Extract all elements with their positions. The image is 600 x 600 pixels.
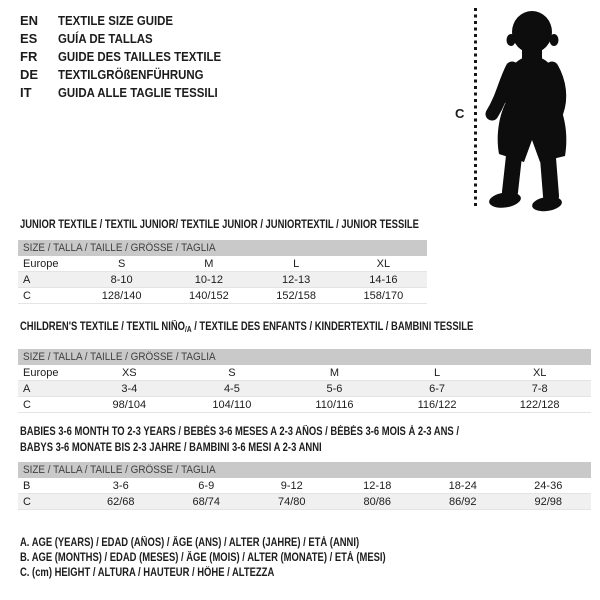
size-cell: L [434, 366, 441, 379]
language-code: DE [20, 66, 39, 82]
table-row [18, 365, 591, 381]
row-label: A [23, 273, 31, 286]
table-row [18, 494, 591, 510]
language-code: EN [20, 12, 39, 28]
height-cell: 62/68 [106, 495, 135, 508]
size-cell: M [204, 257, 214, 270]
row-label: C [23, 495, 31, 508]
height-cell: 86/92 [448, 495, 477, 508]
height-cell: 128/140 [101, 289, 142, 302]
age-cell: 8-10 [110, 273, 133, 286]
age-cell: 6-9 [198, 479, 215, 492]
language-title: GUÍA DE TALLAS [58, 30, 153, 46]
language-title: TEXTILGRÖßENFÜHRUNG [58, 66, 204, 82]
table-row [18, 256, 427, 272]
size-cell: XL [376, 257, 391, 270]
age-cell: 6-7 [429, 382, 446, 395]
junior-table-title: JUNIOR TEXTILE / TEXTIL JUNIOR/ TEXTILE JUNIOR / JUNIORTEXTIL / JUNIOR TESSILE [20, 219, 419, 231]
row-label: C [23, 289, 31, 302]
childrens-textile-section [18, 320, 591, 413]
age-cell: 3-4 [121, 382, 138, 395]
height-cell: 104/110 [212, 398, 252, 411]
language-title: GUIDE DES TAILLES TEXTILE [58, 48, 222, 64]
size-cell: M [329, 366, 340, 379]
babies-table-title-line2: BABYS 3-6 MONATE BIS 2-3 JAHRE / BAMBINI 3-6 MESI A 2-3 ANNI [20, 442, 322, 454]
language-row-fr [20, 47, 243, 65]
size-cell: S [228, 366, 236, 379]
height-cell: 92/98 [534, 495, 563, 508]
language-row-es [20, 29, 243, 47]
row-label: B [23, 479, 31, 492]
toddler-silhouette-icon [478, 6, 598, 216]
height-dashed-line [474, 8, 477, 209]
babies-table-title-line1: BABIES 3-6 MONTH TO 2-3 YEARS / BEBÉS 3-6 MESES A 2-3 AÑOS / BÉBÉS 3-6 MOIS À 2-3 ANS / [20, 426, 459, 438]
size-cell: S [117, 257, 126, 270]
row-label: Europe [23, 366, 59, 379]
height-cell: 122/128 [519, 398, 560, 411]
table-row [18, 381, 591, 397]
table-row [18, 397, 591, 413]
language-code: ES [20, 30, 38, 46]
height-cell: 140/152 [188, 289, 229, 302]
language-row-de [20, 65, 243, 83]
language-row-it [20, 83, 243, 101]
height-cell: 80/86 [363, 495, 392, 508]
age-cell: 3-6 [112, 479, 129, 492]
babies-textile-section [18, 424, 591, 510]
height-cell: 68/74 [192, 495, 221, 508]
note-height-cm: C. (cm) HEIGHT / ALTURA / HAUTEUR / HÖHE / ALTEZZA [20, 567, 275, 579]
note-age-years: A. AGE (YEARS) / EDAD (AÑOS) / ÂGE (ANS) / ALTER (JAHRE) / ETÀ (ANNI) [20, 537, 360, 549]
height-cell: 116/122 [417, 398, 457, 411]
note-age-months: B. AGE (MONTHS) / EDAD (MESES) / ÂGE (MOIS) / ALTER (MONATE) / ETÀ (MESI) [20, 552, 386, 564]
language-code: FR [20, 48, 38, 64]
size-header-bar: SIZE / TALLA / TAILLE / GRÖSSE / TAGLIA [18, 240, 427, 256]
row-label: Europe [23, 257, 59, 270]
language-title: TEXTILE SIZE GUIDE [58, 12, 174, 28]
junior-textile-section [18, 218, 427, 304]
age-cell: 24-36 [534, 479, 563, 492]
age-cell: 18-24 [448, 479, 477, 492]
height-cell: 110/116 [315, 398, 354, 411]
age-cell: 5-6 [326, 382, 343, 395]
row-label: C [23, 398, 31, 411]
size-cell: XS [121, 366, 137, 379]
size-cell: L [293, 257, 300, 270]
language-title-block [20, 11, 243, 101]
age-cell: 7-8 [531, 382, 548, 395]
language-title: GUIDA ALLE TAGLIE TESSILI [58, 84, 218, 100]
language-row-en [20, 11, 243, 29]
size-header-bar: SIZE / TALLA / TAILLE / GRÖSSE / TAGLIA [18, 462, 591, 478]
table-row [18, 288, 427, 304]
age-cell: 4-5 [223, 382, 240, 395]
age-cell: 14-16 [369, 273, 398, 286]
childrens-table-title: CHILDREN'S TEXTILE / TEXTIL $NIÑO_{/A}$ / TEXTILE DES ENFANTS / KINDERTEXTIL / BAMBINI TESSILE [20, 321, 474, 334]
height-cell: 98/104 [112, 398, 147, 411]
height-cell: 74/80 [277, 495, 306, 508]
age-cell: 12-13 [282, 273, 311, 286]
age-cell: 10-12 [194, 273, 223, 286]
language-code: IT [20, 84, 32, 100]
row-label: A [23, 382, 31, 395]
height-cell: 152/158 [276, 289, 316, 302]
height-cell: 158/170 [363, 289, 404, 302]
size-header-bar: SIZE / TALLA / TAILLE / GRÖSSE / TAGLIA [18, 349, 591, 365]
height-measure-label: C [455, 106, 465, 121]
table-row [18, 478, 591, 494]
size-cell: XL [532, 366, 547, 379]
subscript-text: /A [185, 325, 192, 334]
age-cell: 12-18 [363, 479, 392, 492]
table-row [18, 272, 427, 288]
legend-notes [20, 536, 466, 581]
age-cell: 9-12 [280, 479, 303, 492]
